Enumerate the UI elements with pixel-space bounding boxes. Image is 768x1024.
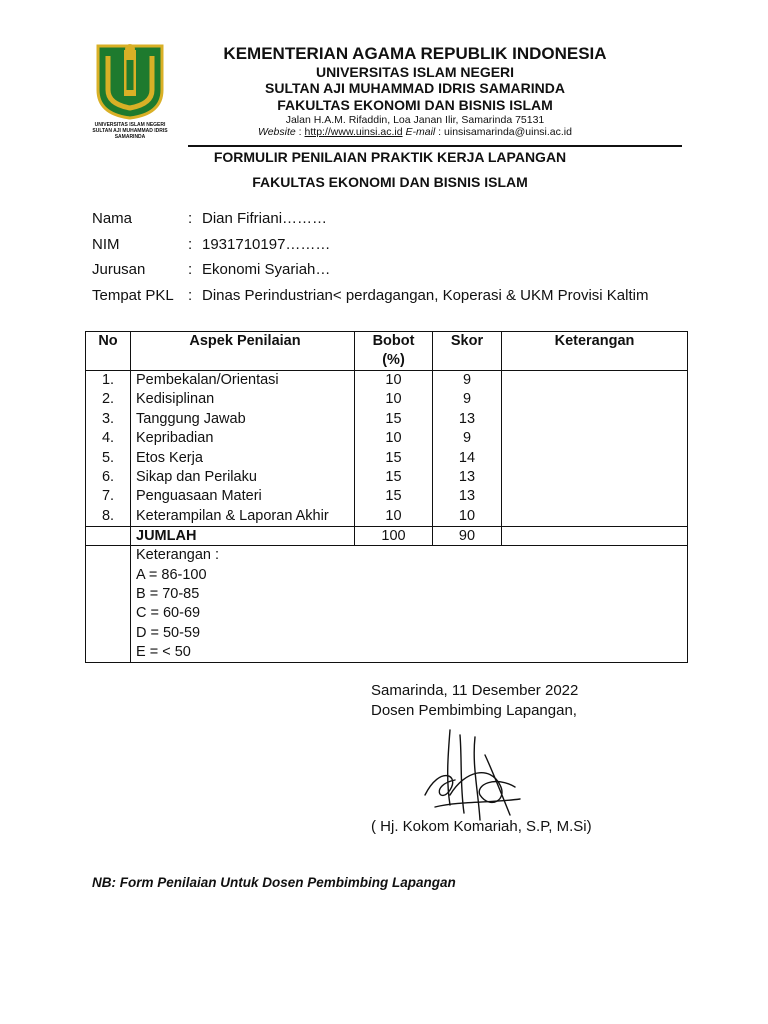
footnote: NB: Form Penilaian Untuk Dosen Pembimbing Lapangan xyxy=(92,875,456,890)
colon: : xyxy=(188,287,193,304)
aspects-column: Pembekalan/Orientasi Kedisiplinan Tanggung Jawab Kepribadian Etos Kerja Sikap dan Perilaku Penguasaan Materi Keterampilan & Laporan Akhir xyxy=(131,371,355,527)
identity-row-nim xyxy=(92,236,330,253)
identity-label: Jurusan xyxy=(92,261,146,278)
header-score: Skor xyxy=(433,332,502,371)
ministry-name: KEMENTERIAN AGAMA REPUBLIK INDONESIA xyxy=(223,44,607,63)
letterhead-divider xyxy=(188,145,682,147)
university-type: UNIVERSITAS ISLAM NEGERI xyxy=(315,64,515,80)
grade-legend: Keterangan : A = 86-100 B = 70-85 C = 60-69 D = 50-59 E = < 50 xyxy=(131,546,688,663)
total-score: 90 xyxy=(433,527,502,546)
colon: : xyxy=(188,261,193,278)
faculty-name: FAKULTAS EKONOMI DAN BISNIS ISLAM xyxy=(277,97,553,113)
total-weight: 100 xyxy=(355,527,433,546)
address: Jalan H.A.M. Rifaddin, Loa Janan Ilir, Samarinda 75131 xyxy=(285,114,545,126)
header-weight: Bobot (%) xyxy=(355,332,433,371)
identity-value: 1931710197……… xyxy=(202,236,331,253)
table-header-row xyxy=(86,332,688,371)
email-label: E-mail xyxy=(405,126,436,138)
identity-row-major xyxy=(92,261,330,278)
identity-label: Tempat PKL xyxy=(92,287,174,304)
identity-label: NIM xyxy=(92,236,120,253)
identity-value: Dian Fifriani……… xyxy=(202,210,328,227)
identity-value: Dinas Perindustrian< perdagangan, Koperasi & UKM Provisi Kaltim xyxy=(202,287,649,304)
place-date: Samarinda, 11 Desember 2022 xyxy=(371,682,579,699)
university-logo xyxy=(90,40,170,120)
total-row xyxy=(86,527,688,546)
header-no: No xyxy=(86,332,131,371)
logo-caption: UNIVERSITAS ISLAM NEGERI SULTAN AJI MUHAMMAD IDRIS SAMARINDA xyxy=(92,122,168,140)
identity-label: Nama xyxy=(92,210,133,227)
website-label: Website xyxy=(258,126,296,138)
header-aspect: Aspek Penilaian xyxy=(131,332,355,371)
legend-empty-cell xyxy=(86,546,131,663)
notes-column xyxy=(502,371,688,527)
identity-row-place xyxy=(92,287,648,304)
email-address: uinsisamarinda@uinsi.ac.id xyxy=(444,126,572,138)
signer-role: Dosen Pembimbing Lapangan, xyxy=(371,702,577,719)
university-name: SULTAN AJI MUHAMMAD IDRIS SAMARINDA xyxy=(265,80,565,96)
signer-name: ( Hj. Kokom Komariah, S.P, M.Si) xyxy=(371,818,592,835)
scores-column: 9 9 13 9 14 13 13 10 xyxy=(433,371,502,527)
colon: : xyxy=(188,210,193,227)
contact-line: Website : http://www.uinsi.ac.id E-mail : uinsisamarinda@uinsi.ac.id xyxy=(258,126,572,138)
header-note: Keterangan xyxy=(502,332,688,371)
assessment-table xyxy=(85,331,688,663)
numbers-column: 1. 2. 3. 4. 5. 6. 7. 8. xyxy=(86,371,131,527)
website-link[interactable]: http://www.uinsi.ac.id xyxy=(304,126,403,138)
form-title: FORMULIR PENILAIAN PRAKTIK KERJA LAPANGAN xyxy=(213,149,567,165)
total-no-cell xyxy=(86,527,131,546)
legend-row xyxy=(86,546,688,663)
total-label: JUMLAH xyxy=(131,527,355,546)
table-body-row xyxy=(86,371,688,527)
total-note-cell xyxy=(502,527,688,546)
identity-value: Ekonomi Syariah… xyxy=(202,261,331,278)
form-subtitle: FAKULTAS EKONOMI DAN BISNIS ISLAM xyxy=(252,174,528,190)
identity-row-name xyxy=(92,210,327,227)
weights-column: 10 10 15 10 15 15 15 10 xyxy=(355,371,433,527)
colon: : xyxy=(188,236,193,253)
handwritten-signature xyxy=(420,725,530,825)
